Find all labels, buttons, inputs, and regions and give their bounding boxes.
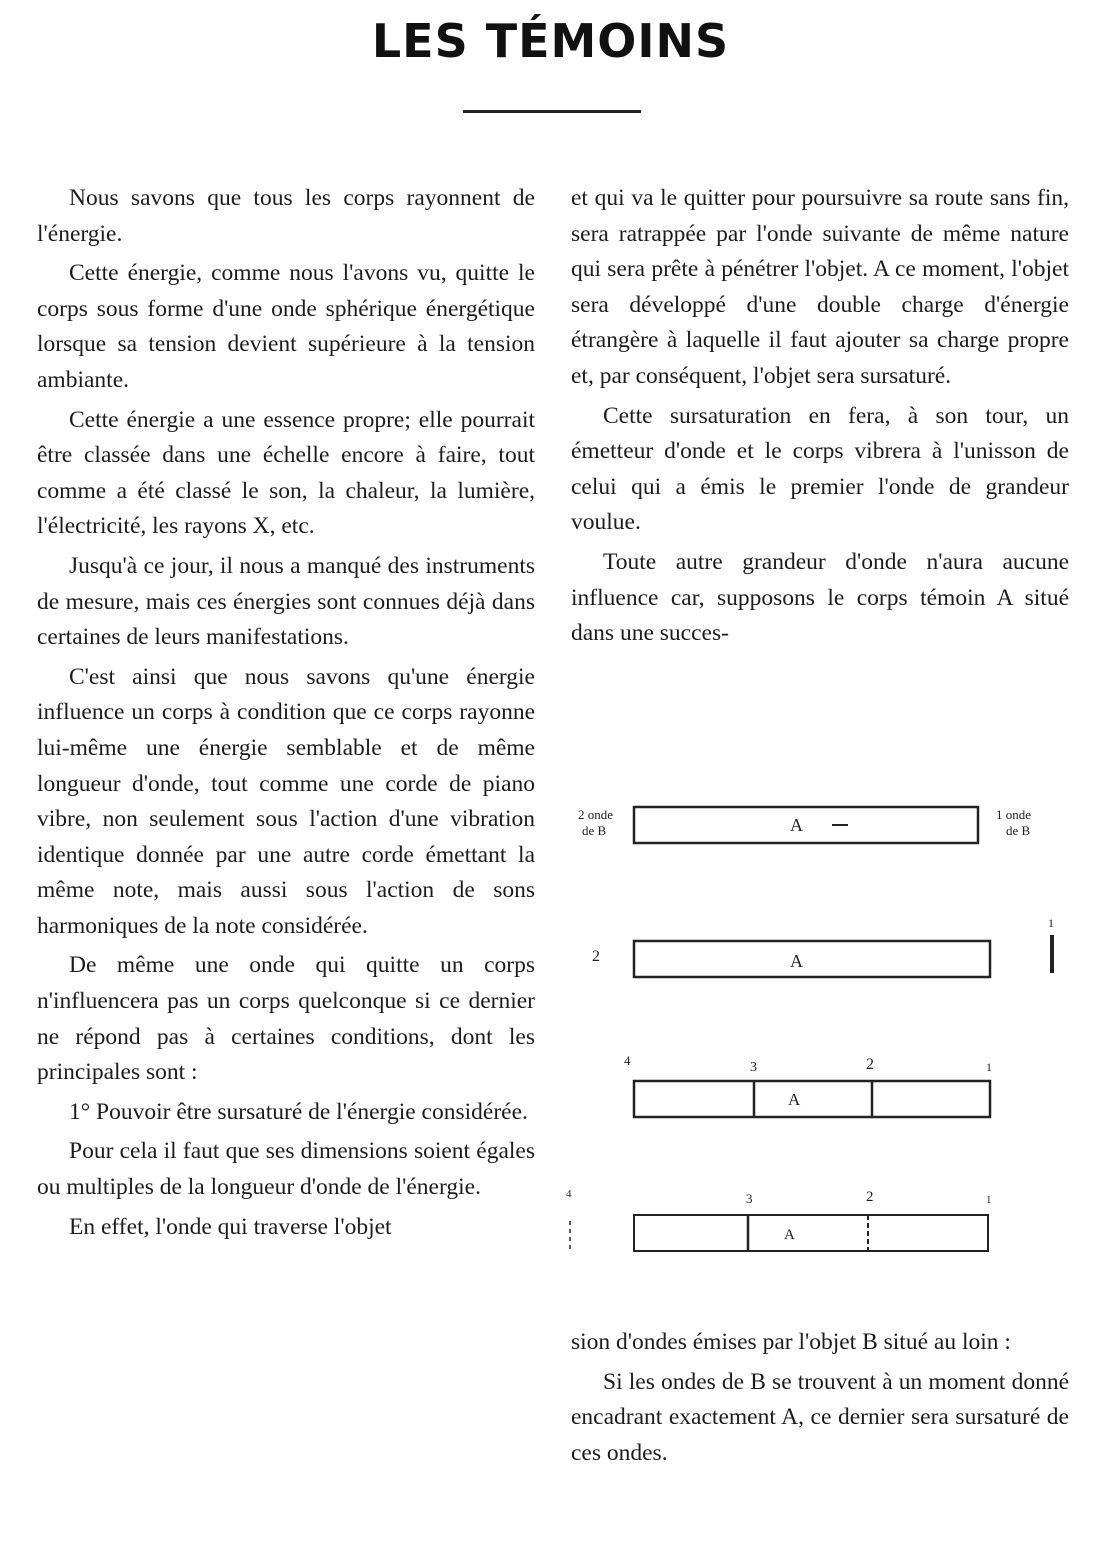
paragraph: et qui va le quitter pour poursuivre sa route sans fin, sera ratrappée par l'onde suivante de même nature qui sera prête à pénétrer l'objet. A ce moment, l'objet sera développé d'une double charge d'énergie étrangère à laquelle il faut ajouter sa charge propre et, par conséquent, l'objet sera sursaturé. — [571, 185, 1069, 389]
right-column-top — [571, 181, 1069, 656]
d2-right-label: 1 — [1048, 916, 1054, 930]
d3-label-1: 1 — [986, 1060, 992, 1074]
paragraph: De même une onde qui quitte un corps n'influencera pas un corps quelconque si ce dernier ne répond pas à certaines conditions, dont les principales sont : — [37, 952, 535, 1086]
d4-label-1: 1 — [986, 1194, 992, 1206]
d4-label-4: 4 — [566, 1188, 572, 1200]
paragraph: Nous savons que tous les corps rayonnent de l'énergie. — [37, 185, 535, 247]
d1-left-label-line1: 2 onde — [578, 807, 614, 822]
paragraph: Cette énergie, comme nous l'avons vu, quitte le corps sous forme d'une onde sphérique énergétique lorsque sa tension devient supérieure à la tension ambiante. — [37, 260, 535, 393]
d3-label-3: 3 — [750, 1060, 757, 1075]
paragraph: Toute autre grandeur d'onde n'aura aucune influence car, supposons le corps témoin A situé dans une succes- — [571, 548, 1069, 647]
diagram-3 — [624, 1053, 992, 1117]
d2-box-label: A — [790, 951, 803, 971]
d1-left-label-line2: de B — [582, 823, 607, 838]
paragraph: sion d'ondes émises par l'objet B situé au loin : — [571, 1329, 1011, 1355]
d4-box-label: A — [784, 1227, 795, 1243]
diagram-2 — [592, 916, 1054, 977]
d1-right-label-line2: de B — [1006, 823, 1031, 838]
d4-label-2: 2 — [866, 1189, 874, 1205]
d1-box-label: A — [790, 815, 803, 835]
d3-label-2: 2 — [866, 1056, 874, 1073]
diagram-4 — [566, 1188, 992, 1253]
right-column-bottom — [571, 1325, 1069, 1475]
paragraph: C'est ainsi que nous savons qu'une énergie influence un corps à condition que ce corps rayonne lui-même une énergie semblable et de même longueur d'onde, tout comme une corde de piano vibre, non seulement sous l'action d'une vibration identique donnée par une autre corde émettant la même note, mais aussi sous l'action de sons harmoniques de la note considérée. — [37, 663, 535, 939]
d2-left-label: 2 — [592, 948, 600, 965]
diagram-1 — [578, 807, 1031, 843]
d3-box-label: A — [788, 1090, 801, 1109]
paragraph: 1° Pouvoir être sursaturé de l'énergie considérée. — [69, 1098, 528, 1125]
paragraph: Si les ondes de B se trouvent à un moment donné encadrant exactement A, ce dernier sera sursaturé de ces ondes. — [571, 1368, 1069, 1466]
left-column — [37, 181, 535, 1249]
paragraph: Cette sursaturation en fera, à son tour, un émetteur d'onde et le corps vibrera à l'unisson de celui qui a émis le premier l'onde de grandeur voulue. — [571, 402, 1069, 536]
d3-label-4: 4 — [624, 1053, 631, 1068]
paragraph: Cette énergie a une essence propre; elle pourrait être classée dans une échelle encore à faire, tout comme a été classé le son, la chaleur, la lumière, l'électricité, les rayons X, etc. — [37, 406, 535, 540]
title-underline — [463, 110, 641, 113]
paragraph: Pour cela il faut que ses dimensions soient égales ou multiples de la longueur d'onde de l'énergie. — [37, 1138, 535, 1201]
paragraph: Jusqu'à ce jour, il nous a manqué des instruments de mesure, mais ces énergies sont connues déjà dans certaines de leurs manifestations. — [37, 552, 535, 651]
paragraph: En effet, l'onde qui traverse l'objet — [69, 1213, 392, 1240]
d4-label-3: 3 — [746, 1191, 753, 1206]
d1-right-label-line1: 1 onde — [996, 807, 1032, 822]
wave-diagram — [560, 795, 1080, 1275]
page-title: LES TÉMOINS — [371, 14, 730, 68]
